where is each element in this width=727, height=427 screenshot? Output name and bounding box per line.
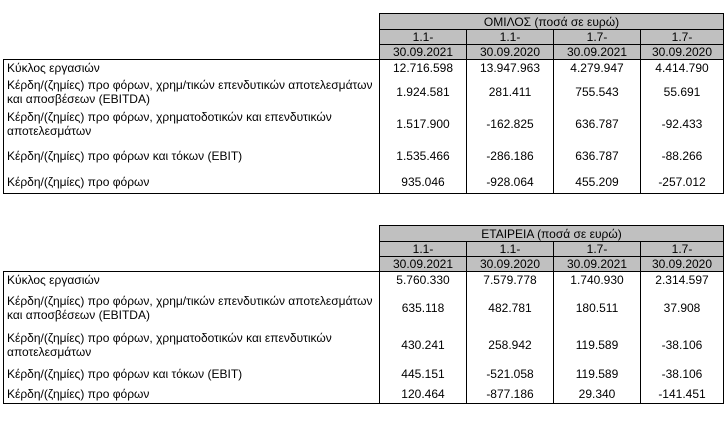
row-label: Κέρδη/(ζημίες) προ φόρων και τόκων (EBIT) (4, 363, 380, 385)
company-period-4-start: 1.7- (641, 242, 724, 257)
value-cell: -38.106 (641, 327, 724, 363)
value-cell: 120.464 (380, 385, 467, 404)
value-cell: -928.064 (467, 172, 554, 194)
value-cell: 119.589 (554, 363, 641, 385)
row-label: Κέρδη/(ζημίες) προ φόρων, χρημ/τικών επενδυτικών αποτελεσμάτων και αποσβέσεων (EBITDA) (4, 77, 380, 108)
group-period-line1-row (4, 30, 724, 45)
value-cell: 755.543 (554, 77, 641, 108)
value-cell: -38.106 (641, 363, 724, 385)
row-label: Κύκλος εργασιών (4, 272, 380, 289)
table-row (4, 272, 724, 289)
value-cell: -286.186 (467, 140, 554, 172)
table-row (4, 327, 724, 363)
company-period-2-start: 1.1- (467, 242, 554, 257)
table-row (4, 60, 724, 77)
value-cell: 29.340 (554, 385, 641, 404)
group-period-1-end: 30.09.2021 (380, 45, 467, 60)
group-period-2-start: 1.1- (467, 30, 554, 45)
company-period-3-end: 30.09.2021 (554, 257, 641, 272)
company-title: ΕΤΑΙΡΕΙΑ (ποσά σε ευρώ) (380, 226, 724, 242)
company-period-line1-row (4, 242, 724, 257)
group-period-4-end: 30.09.2020 (641, 45, 724, 60)
table-row (4, 140, 724, 172)
value-cell: 12.716.598 (380, 60, 467, 77)
company-period-3-start: 1.7- (554, 242, 641, 257)
group-period-line2-row (4, 45, 724, 60)
value-cell: -162.825 (467, 108, 554, 140)
group-table (3, 13, 724, 194)
row-label: Κύκλος εργασιών (4, 60, 380, 77)
row-label: Κέρδη/(ζημίες) προ φόρων, χρημ/τικών επενδυτικών αποτελεσμάτων και αποσβέσεων (EBITDA) (4, 289, 380, 327)
value-cell: -521.058 (467, 363, 554, 385)
group-period-3-start: 1.7- (554, 30, 641, 45)
value-cell: 430.241 (380, 327, 467, 363)
value-cell: 635.118 (380, 289, 467, 327)
table-row (4, 77, 724, 108)
row-label: Κέρδη/(ζημίες) προ φόρων, χρηματοδοτικών και επενδυτικών αποτελεσμάτων (4, 108, 380, 140)
group-title: ΟΜΙΛΟΣ (ποσά σε ευρώ) (380, 14, 724, 30)
value-cell: 13.947.963 (467, 60, 554, 77)
value-cell: 1.535.466 (380, 140, 467, 172)
group-title-row (4, 14, 724, 30)
company-period-line2-row (4, 257, 724, 272)
value-cell: 180.511 (554, 289, 641, 327)
row-label: Κέρδη/(ζημίες) προ φόρων, χρηματοδοτικών και επενδυτικών αποτελεσμάτων (4, 327, 380, 363)
company-title-row (4, 226, 724, 242)
value-cell: 5.760.330 (380, 272, 467, 289)
value-cell: -257.012 (641, 172, 724, 194)
value-cell: -88.266 (641, 140, 724, 172)
value-cell: -92.433 (641, 108, 724, 140)
value-cell: 1.517.900 (380, 108, 467, 140)
value-cell: -141.451 (641, 385, 724, 404)
row-label: Κέρδη/(ζημίες) προ φόρων και τόκων (EBIT) (4, 140, 380, 172)
row-label: Κέρδη/(ζημίες) προ φόρων (4, 172, 380, 194)
group-period-2-end: 30.09.2020 (467, 45, 554, 60)
value-cell: 482.781 (467, 289, 554, 327)
value-cell: 445.151 (380, 363, 467, 385)
row-label: Κέρδη/(ζημίες) προ φόρων (4, 385, 380, 404)
value-cell: 119.589 (554, 327, 641, 363)
table-row (4, 172, 724, 194)
company-period-4-end: 30.09.2020 (641, 257, 724, 272)
value-cell: 455.209 (554, 172, 641, 194)
value-cell: 2.314.597 (641, 272, 724, 289)
group-period-3-end: 30.09.2021 (554, 45, 641, 60)
value-cell: 636.787 (554, 108, 641, 140)
table-row (4, 289, 724, 327)
value-cell: 281.411 (467, 77, 554, 108)
value-cell: 258.942 (467, 327, 554, 363)
group-period-1-start: 1.1- (380, 30, 467, 45)
value-cell: -877.186 (467, 385, 554, 404)
table-row (4, 108, 724, 140)
value-cell: 1.924.581 (380, 77, 467, 108)
value-cell: 1.740.930 (554, 272, 641, 289)
table-row (4, 385, 724, 404)
value-cell: 4.279.947 (554, 60, 641, 77)
value-cell: 55.691 (641, 77, 724, 108)
value-cell: 7.579.778 (467, 272, 554, 289)
company-period-1-end: 30.09.2021 (380, 257, 467, 272)
value-cell: 4.414.790 (641, 60, 724, 77)
group-period-4-start: 1.7- (641, 30, 724, 45)
company-period-2-end: 30.09.2020 (467, 257, 554, 272)
value-cell: 37.908 (641, 289, 724, 327)
value-cell: 935.046 (380, 172, 467, 194)
company-period-1-start: 1.1- (380, 242, 467, 257)
company-table (3, 225, 724, 404)
value-cell: 636.787 (554, 140, 641, 172)
table-row (4, 363, 724, 385)
